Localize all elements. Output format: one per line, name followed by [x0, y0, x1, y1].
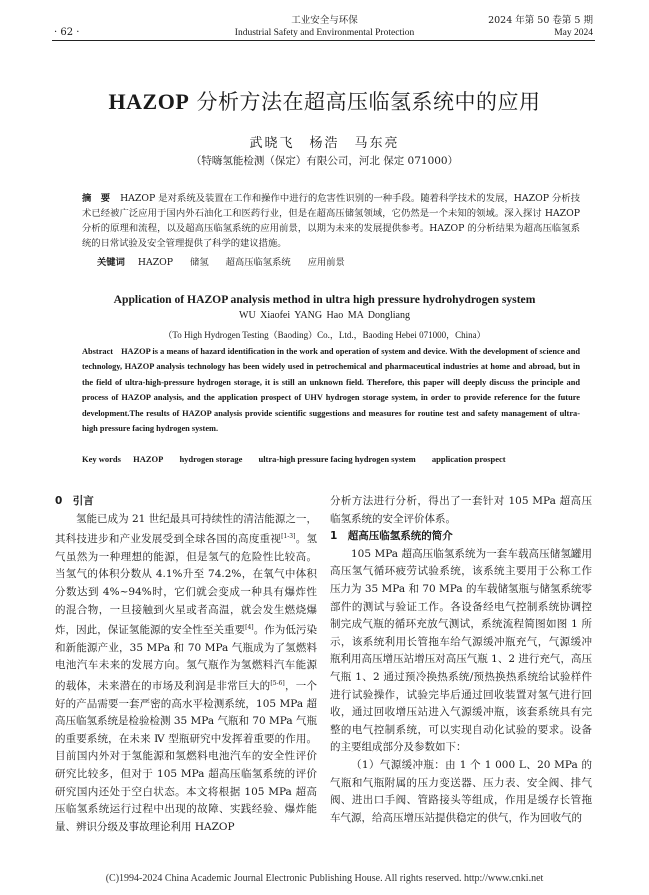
- abstract-cn: [82, 191, 580, 251]
- issue-info: [488, 15, 593, 39]
- intro-text-b: 。氢气虽然为一种理想的能源，但是氢气的危险性比较高。当氢气的体积分数从 4.1%升至 74.2%，在氧气中体积分数达到 4%~94%时，它们就会变成一种具有爆炸性的混合物，一旦接触到火星或者高温，就会发生燃烧爆炸，因此，保证氢能源的安全性至关重要: [55, 533, 318, 637]
- keywords-cn: [97, 256, 577, 270]
- journal-name-en: Industrial Safety and Environmental Protection: [234, 28, 415, 38]
- abstract-cn-text: HAZOP 是对系统及装置在工作和操作中进行的危害性识别的一种手段。随着科学技术的发展，HAZOP 分析技术已经被广泛应用于国内外石油化工和医药行业，但是在超高压储氢领域，它仍然是一个未知的领域。深入探讨 HAZOP 分析的原理和流程，以及超高压临氢系统的应用前景，以期为未来的发展提供参考。HAZOP 的分析结果为超高压临氢系统的日常试验及安全管理提供了科学的建议措施。: [82, 193, 580, 249]
- authors-cn: 武晓飞 杨浩 马东亮: [249, 136, 400, 151]
- abstract-en-text: HAZOP is a means of hazard identification in the work and operation of system and device. With the development of science and technology, HAZOP analysis technology has been widely used in petrochemical and pharmaceutical industries at home and abroad, but in the field of ultra-high-pressure hydrogen storage, it is still an unknown field. Therefore, this paper will deeply discuss the principle and process of HAZOP analysis, and the application prospect of UHV hydrogen storage system, in order to provide reference for the future development.The results of HAZOP analysis provide scientific suggestions and measures for routine test and safety management of ultra-high pressure facing hydrogen system.: [82, 347, 580, 434]
- issue-en: May 2024: [554, 28, 593, 38]
- intro-text-d: ，一个好的产品需要一套严密的高水平检测系统，105 MPa 超高压临氢系统是检验检测 35 MPa 气瓶和 70 MPa 气瓶的重要系统，在未来 Ⅳ 型瓶研究中发挥着重要的作用。目前国内外对于氢能源和氢燃料电池汽车的安全性评价研究比较多，但对于 105 MPa 超高压临氢系统的评价研究国内还处于空白状态。本文将根据 105 MPa 超高压临氢系统运行过程中出现的故障、实践经验、爆炸能量、辨识分级及事故理论利用 HAZOP: [55, 679, 318, 833]
- citation: [4]: [245, 624, 254, 632]
- citation: [5-6]: [270, 679, 285, 687]
- title-cn-bold: HAZOP: [108, 89, 190, 114]
- copyright-footer: (C)1994-2024 China Academic Journal Electronic Publishing House. All rights reserved. http://www.cnki.net: [105, 873, 544, 884]
- affiliation-en: （To High Hydrogen Testing（Baoding）Co.，Ltd.，Baoding Hebei 071000，China）: [163, 330, 486, 340]
- journal-name-cn: 工业安全与环保: [291, 15, 358, 26]
- keywords-en: [82, 452, 580, 466]
- paragraph-system: 105 MPa 超高压临氢系统为一套车载高压储氢罐用高压氢气循环疲劳试验系统，该系统主要用于公称工作压力为 35 MPa 和 70 MPa 的车载储氢瓶与储氢系统零部件的测试与验证工作。各设备经电气控制系统协调控制完成气瓶的循环充放气测试，系统流程简图如图 1 所示，该系统利用长管拖车给气源缓冲瓶充气，气源缓冲瓶利用高压增压站增压对高压气瓶 1、2 进行充气，高压气瓶 1、2 通过预冷换热系统/预热换热系统给试验样件进行试验操作，试验完毕后通过回收装置对氢气进行回收，通过回收增压站进入气源缓冲瓶，该套系统具有完整的电气控制系统，可以实现自动化试验的要求。设备的主要组成部分及参数如下：: [330, 547, 592, 754]
- keyword-en: ultra-high pressure facing hydrogen system: [258, 454, 416, 464]
- keyword-en: hydrogen storage: [179, 454, 243, 464]
- page-number: · 62 ·: [54, 27, 80, 38]
- keyword-en: HAZOP: [133, 454, 164, 464]
- article-title-en: Application of HAZOP analysis method in ultra high pressure hydrohydrogen system: [113, 293, 536, 306]
- abstract-en-label: Abstract: [82, 347, 114, 356]
- paragraph-intro-cont: 分析方法进行分析，得出了一套针对 105 MPa 超高压临氢系统的安全评价体系。: [330, 495, 592, 525]
- keyword-en: application prospect: [431, 454, 506, 464]
- abstract-cn-label: 摘 要: [82, 193, 111, 204]
- paragraph-intro: [55, 511, 317, 837]
- article-title-cn: [0, 86, 649, 116]
- intro-text-a: 氢能已成为 21 世纪最具可持续性的清洁能源之一，其科技进步和产业发展受到全球各国的高度重视: [55, 512, 317, 546]
- citation: [1-3]: [281, 533, 296, 541]
- abstract-en: [82, 344, 580, 436]
- affiliation-cn: （特嗨氢能检测（保定）有限公司，河北 保定 071000）: [190, 155, 459, 167]
- keywords-en-label: Key words: [82, 454, 121, 464]
- section-heading-system: 1 超高压临氢系统的简介: [330, 530, 453, 543]
- authors-en: WU Xiaofei YANG Hao MA Dongliang: [239, 310, 410, 321]
- paragraph-buffer: （1）气源缓冲瓶：由 1 个 1 000 L、20 MPa 的气瓶和气瓶附属的压力变送器、压力表、安全阀、排气阀、进出口手阀、管路接头等组成，作用是缓存长管拖车气源，给高压增压站提供稳定的供气，作为回收气的: [330, 758, 592, 824]
- keyword-cn: HAZOP: [137, 257, 174, 268]
- header-divider: [52, 40, 595, 41]
- intro-text-c: 。作为低污染和新能源产业，35 MPa 和 70 MPa 气瓶成为了氢燃料电池汽车未来的发展方向。氢气瓶作为氢燃料汽车能源的载体，未来潜在的市场及利润是非常巨大的: [55, 624, 317, 692]
- body-column-left: [55, 493, 317, 836]
- issue-cn: 2024 年第 50 卷第 5 期: [488, 15, 593, 26]
- keyword-cn: 储氢: [190, 257, 209, 268]
- keywords-cn-label: 关键词: [97, 257, 125, 268]
- body-column-right: [330, 493, 592, 827]
- keyword-cn: 超高压临氢系统: [225, 257, 291, 268]
- section-heading-intro: 0 引言: [55, 495, 94, 507]
- keyword-cn: 应用前景: [307, 257, 345, 268]
- title-cn-rest: 分析方法在超高压临氢系统中的应用: [189, 90, 541, 114]
